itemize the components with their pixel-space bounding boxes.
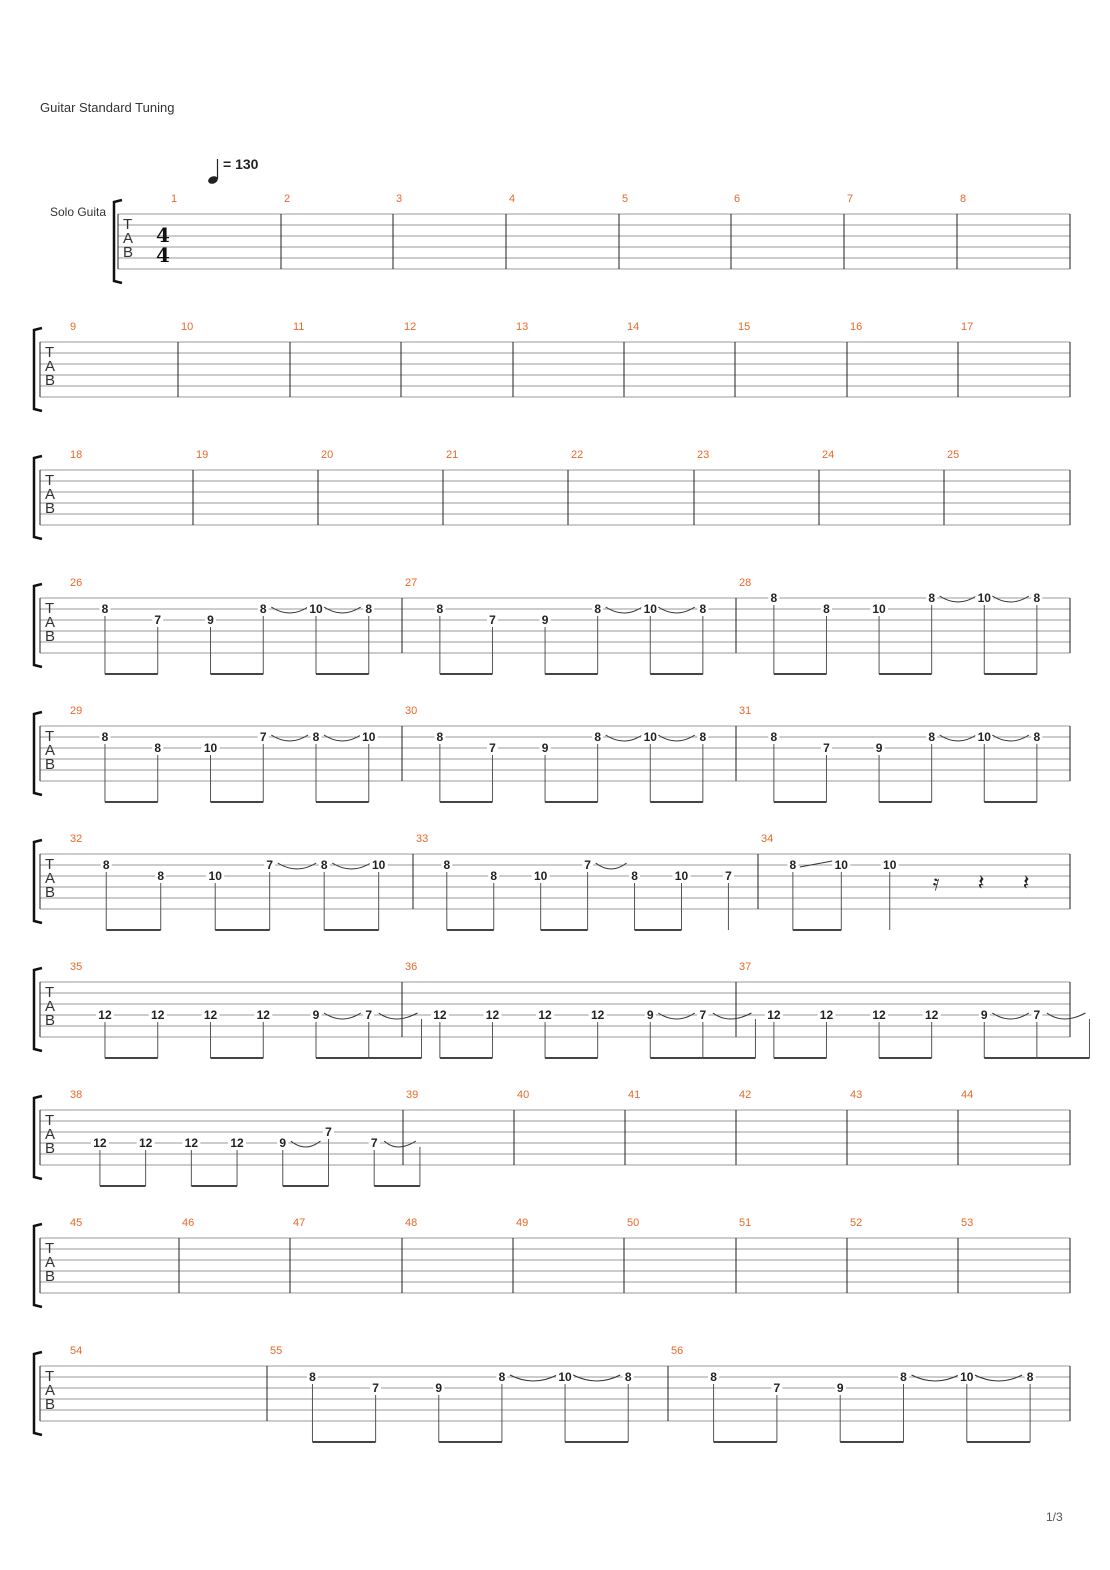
staff-row — [34, 577, 1070, 674]
measure-number: 20 — [321, 449, 334, 461]
measure — [405, 705, 708, 802]
fret-number: 8 — [490, 869, 498, 883]
tie-arc — [384, 1141, 416, 1147]
measure — [405, 1217, 417, 1229]
tab-letter: B — [45, 756, 56, 773]
fret-number: 12 — [184, 1136, 199, 1150]
measure — [761, 833, 1029, 930]
measure — [509, 193, 515, 205]
tie-arc — [992, 1013, 1029, 1019]
fret-number: 12 — [93, 1136, 107, 1150]
fret-number: 7 — [489, 741, 496, 755]
tab-letter: T — [45, 600, 55, 617]
measure-number: 31 — [739, 705, 752, 717]
fret-number: 8 — [1026, 1370, 1034, 1384]
measure-number: 49 — [516, 1217, 529, 1229]
tab-letter: T — [123, 216, 133, 233]
measure — [850, 321, 862, 333]
measure-number: 25 — [947, 449, 960, 461]
measure-number: 1 — [171, 193, 178, 205]
tab-letter: A — [45, 614, 56, 631]
fret-number: 12 — [203, 1008, 218, 1022]
fret-number: 7 — [489, 613, 496, 627]
measure — [181, 321, 193, 333]
measure — [822, 449, 834, 461]
measure — [516, 1217, 528, 1229]
fret-number: 10 — [203, 741, 218, 755]
measure-number: 21 — [446, 449, 459, 461]
measure — [739, 577, 1042, 674]
tab-letter: B — [45, 1268, 56, 1285]
fret-number: 10 — [533, 869, 548, 883]
tie-arc — [975, 1375, 1022, 1381]
measure — [70, 961, 422, 1058]
fret-number: 8 — [770, 591, 778, 605]
rest-icon: 𝄽 — [977, 870, 985, 895]
fret-number: 9 — [207, 613, 214, 627]
measure — [739, 961, 1089, 1058]
tab-letter: T — [45, 1368, 55, 1385]
fret-number: 8 — [320, 858, 328, 872]
fret-number: 8 — [789, 858, 797, 872]
fret-number: 8 — [101, 730, 109, 744]
tab-letter: B — [123, 244, 134, 261]
tab-letter: T — [45, 1240, 55, 1257]
fret-number: 9 — [541, 741, 549, 755]
measure-number: 23 — [697, 449, 710, 461]
measure — [850, 1089, 862, 1101]
tie-arc — [658, 607, 695, 613]
staff-row — [34, 1345, 1070, 1442]
tempo-marking: = 130 — [223, 156, 259, 172]
fret-number: 7 — [365, 1008, 373, 1022]
measure — [70, 449, 82, 461]
fret-number: 10 — [643, 730, 657, 744]
tie-arc — [379, 1013, 418, 1019]
measure-number: 44 — [961, 1089, 974, 1101]
measure-number: 50 — [627, 1217, 640, 1229]
measure-number: 22 — [571, 449, 584, 461]
measure — [671, 1345, 1036, 1442]
measure — [182, 1217, 194, 1229]
measure-number: 4 — [509, 193, 516, 205]
fret-number: 8 — [102, 858, 110, 872]
measure — [416, 833, 734, 930]
time-signature-top: 4 — [156, 223, 170, 247]
measure — [947, 449, 959, 461]
measure-number: 37 — [739, 961, 752, 973]
measure — [739, 705, 1042, 802]
fret-number: 10 — [977, 730, 991, 744]
measure-number: 16 — [850, 321, 863, 333]
measure — [405, 577, 708, 674]
tie-arc — [992, 735, 1029, 741]
measure — [961, 321, 973, 333]
staff-row — [50, 156, 1070, 283]
measure-number: 9 — [70, 321, 77, 333]
tab-letter: T — [45, 856, 55, 873]
measure — [738, 321, 750, 333]
measure — [196, 449, 208, 461]
measure — [622, 193, 628, 205]
measure-number: 36 — [405, 961, 418, 973]
measure-number: 55 — [270, 1345, 283, 1357]
fret-number: 8 — [928, 591, 936, 605]
measure — [517, 1089, 529, 1101]
measure — [70, 833, 388, 930]
fret-number: 8 — [101, 602, 109, 616]
measure-number: 34 — [761, 833, 774, 845]
measure — [293, 321, 304, 333]
measure-number: 41 — [628, 1089, 641, 1101]
measure-number: 35 — [70, 961, 83, 973]
measure-number: 14 — [627, 321, 640, 333]
fret-number: 7 — [823, 741, 830, 755]
tab-letter: T — [45, 344, 55, 361]
fret-number: 8 — [823, 602, 830, 616]
measure-number: 43 — [850, 1089, 863, 1101]
staff-row — [34, 1217, 1070, 1307]
measure — [961, 1217, 973, 1229]
tab-letter: B — [45, 884, 56, 901]
fret-number: 8 — [436, 602, 444, 616]
measure — [571, 449, 583, 461]
staff-row — [34, 321, 1070, 411]
measure — [739, 1217, 751, 1229]
measure-number: 7 — [847, 193, 854, 205]
tab-letter: B — [45, 628, 56, 645]
rest-icon: 𝄿 — [932, 870, 940, 895]
staff-row — [34, 961, 1089, 1058]
measure-number: 38 — [70, 1089, 83, 1101]
measure-number: 6 — [734, 193, 741, 205]
measure — [293, 1217, 305, 1229]
tie-arc — [324, 735, 361, 741]
fret-number: 8 — [624, 1370, 632, 1384]
fret-number: 8 — [154, 741, 162, 755]
fret-number: 8 — [770, 730, 778, 744]
fret-number: 10 — [309, 602, 323, 616]
measure — [70, 1089, 420, 1186]
measure — [321, 449, 333, 461]
fret-number: 10 — [643, 602, 657, 616]
slide-line — [800, 861, 832, 867]
fret-number: 8 — [594, 730, 602, 744]
tab-letter: A — [45, 1382, 56, 1399]
measure — [70, 577, 374, 674]
measure-number: 42 — [739, 1089, 752, 1101]
measure-number: 46 — [182, 1217, 195, 1229]
tab-letter: A — [45, 358, 56, 375]
fret-number: 7 — [584, 858, 591, 872]
fret-number: 7 — [325, 1125, 332, 1139]
tab-letter: B — [45, 1140, 56, 1157]
measure-number: 10 — [181, 321, 194, 333]
tie-arc — [658, 1013, 695, 1019]
measure-number: 2 — [284, 193, 291, 205]
fret-number: 8 — [1033, 730, 1041, 744]
measure-number: 27 — [405, 577, 418, 589]
fret-number: 9 — [836, 1381, 844, 1395]
tab-letter: A — [45, 870, 56, 887]
staff-bracket — [34, 968, 42, 1051]
measure — [396, 193, 402, 205]
measure-number: 13 — [516, 321, 529, 333]
page-number: 1/3 — [1046, 1510, 1063, 1524]
measure — [961, 1089, 973, 1101]
tuning-label: Guitar Standard Tuning — [40, 100, 175, 115]
measure-number: 45 — [70, 1217, 83, 1229]
measure — [627, 1217, 639, 1229]
fret-number: 10 — [960, 1370, 974, 1384]
tab-letter: A — [45, 998, 56, 1015]
measure-number: 8 — [960, 193, 967, 205]
tie-arc — [912, 1375, 959, 1381]
staff-row — [34, 449, 1070, 539]
fret-number: 7 — [370, 1136, 378, 1150]
fret-number: 10 — [362, 730, 376, 744]
fret-number: 9 — [435, 1381, 443, 1395]
tie-arc — [510, 1375, 557, 1381]
tie-arc — [332, 863, 370, 869]
tie-arc — [713, 1013, 752, 1019]
measure — [847, 193, 853, 205]
fret-number: 10 — [977, 591, 991, 605]
measure — [406, 1089, 418, 1101]
tie-arc — [606, 607, 643, 613]
fret-number: 7 — [259, 730, 267, 744]
tie-arc — [291, 1141, 321, 1147]
staff-bracket — [34, 840, 42, 923]
fret-number: 12 — [433, 1008, 447, 1022]
fret-number: 12 — [256, 1008, 270, 1022]
fret-number: 9 — [541, 613, 549, 627]
measure — [739, 1089, 751, 1101]
time-signature-bottom: 4 — [156, 243, 170, 267]
fret-number: 9 — [980, 1008, 988, 1022]
staff-bracket — [34, 1224, 42, 1307]
fret-number: 9 — [646, 1008, 654, 1022]
staff-bracket — [34, 1096, 42, 1179]
measure — [171, 193, 177, 205]
fret-number: 8 — [312, 730, 320, 744]
fret-number: 8 — [1033, 591, 1041, 605]
fret-number: 8 — [710, 1370, 717, 1384]
measure-number: 29 — [70, 705, 83, 717]
tie-arc — [940, 735, 977, 741]
fret-number: 12 — [924, 1008, 939, 1022]
measure — [70, 705, 378, 802]
measure — [404, 321, 416, 333]
fret-number: 12 — [819, 1008, 834, 1022]
fret-number: 10 — [208, 869, 222, 883]
tie-arc — [271, 607, 308, 613]
measure — [516, 321, 528, 333]
measure-number: 53 — [961, 1217, 974, 1229]
measure-number: 17 — [961, 321, 974, 333]
tab-letter: A — [45, 1254, 56, 1271]
measure — [405, 961, 755, 1058]
fret-number: 7 — [154, 613, 162, 627]
measure — [850, 1217, 862, 1229]
fret-number: 8 — [900, 1370, 907, 1384]
instrument-name: Solo Guita — [50, 205, 107, 219]
staff-bracket — [34, 712, 42, 795]
measure — [627, 321, 639, 333]
measure — [270, 1345, 634, 1442]
fret-number: 8 — [365, 602, 373, 616]
tab-letter: A — [45, 1126, 56, 1143]
measure-number: 18 — [70, 449, 83, 461]
measure — [734, 193, 740, 205]
tab-letter: T — [45, 472, 55, 489]
fret-number: 7 — [773, 1381, 781, 1395]
tie-arc — [278, 863, 316, 869]
fret-number: 8 — [443, 858, 451, 872]
fret-number: 12 — [538, 1008, 552, 1022]
measure — [628, 1089, 640, 1101]
tie-arc — [271, 735, 308, 741]
fret-number: 12 — [590, 1008, 605, 1022]
measure-number: 48 — [405, 1217, 418, 1229]
fret-number: 10 — [558, 1370, 572, 1384]
measure — [960, 193, 966, 205]
tie-arc — [573, 1375, 620, 1381]
rest-icon: 𝄽 — [1022, 870, 1030, 895]
fret-number: 8 — [928, 730, 936, 744]
fret-number: 12 — [151, 1008, 165, 1022]
fret-number: 8 — [699, 602, 707, 616]
fret-number: 10 — [872, 602, 886, 616]
tie-arc — [1047, 1013, 1086, 1019]
fret-number: 10 — [834, 858, 848, 872]
fret-number: 12 — [767, 1008, 781, 1022]
staff-row — [34, 1089, 1070, 1186]
fret-number: 10 — [371, 858, 386, 872]
staff-row — [34, 705, 1070, 802]
measure-number: 47 — [293, 1217, 306, 1229]
fret-number: 12 — [230, 1136, 244, 1150]
measure-number: 28 — [739, 577, 752, 589]
measure-number: 19 — [196, 449, 209, 461]
fret-number: 7 — [266, 858, 274, 872]
measure — [697, 449, 709, 461]
staff-bracket — [34, 456, 42, 539]
tab-letter: T — [45, 1112, 55, 1129]
fret-number: 8 — [498, 1370, 506, 1384]
fret-number: 8 — [699, 730, 707, 744]
measure-number: 32 — [70, 833, 83, 845]
measure-number: 52 — [850, 1217, 863, 1229]
fret-number: 8 — [631, 869, 638, 883]
tab-letter: A — [123, 230, 134, 247]
tab-letter: B — [45, 500, 56, 517]
measure — [70, 1345, 82, 1357]
fret-number: 10 — [883, 858, 897, 872]
staff-row — [34, 833, 1070, 930]
fret-number: 12 — [872, 1008, 886, 1022]
tab-letter: B — [45, 372, 56, 389]
tab-letter: A — [45, 486, 56, 503]
fret-number: 7 — [1033, 1008, 1041, 1022]
tab-letter: T — [45, 984, 55, 1001]
measure-number: 3 — [396, 193, 403, 205]
fret-number: 12 — [138, 1136, 153, 1150]
staff-bracket — [34, 1352, 42, 1435]
fret-number: 7 — [699, 1008, 707, 1022]
measure-number: 11 — [293, 321, 305, 333]
measure — [70, 321, 76, 333]
tie-arc — [596, 863, 627, 869]
tie-arc — [992, 596, 1029, 602]
tie-arc — [324, 607, 361, 613]
measure-number: 54 — [70, 1345, 83, 1357]
fret-number: 8 — [157, 869, 165, 883]
fret-number: 10 — [674, 869, 689, 883]
measure-number: 33 — [416, 833, 429, 845]
tie-arc — [606, 735, 643, 741]
tie-arc — [940, 596, 977, 602]
measure-number: 15 — [738, 321, 751, 333]
fret-number: 7 — [372, 1381, 379, 1395]
staff-bracket — [34, 328, 42, 411]
fret-number: 8 — [309, 1370, 316, 1384]
measure-number: 56 — [671, 1345, 684, 1357]
fret-number: 12 — [98, 1008, 112, 1022]
measure-number: 12 — [404, 321, 417, 333]
tab-letter: B — [45, 1012, 56, 1029]
fret-number: 8 — [259, 602, 267, 616]
fret-number: 7 — [725, 869, 732, 883]
tie-arc — [658, 735, 695, 741]
fret-number: 8 — [594, 602, 602, 616]
fret-number: 9 — [312, 1008, 320, 1022]
measure-number: 24 — [822, 449, 835, 461]
staff-bracket — [34, 584, 42, 667]
measure-number: 30 — [405, 705, 418, 717]
fret-number: 9 — [875, 741, 883, 755]
tie-arc — [324, 1013, 361, 1019]
tab-letter: T — [45, 728, 55, 745]
measure-number: 26 — [70, 577, 83, 589]
tab-letter: B — [45, 1396, 56, 1413]
tab-letter: A — [45, 742, 56, 759]
measure-number: 40 — [517, 1089, 530, 1101]
measure — [70, 1217, 82, 1229]
fret-number: 9 — [279, 1136, 287, 1150]
fret-number: 8 — [436, 730, 444, 744]
fret-number: 12 — [485, 1008, 500, 1022]
measure-number: 39 — [406, 1089, 419, 1101]
measure-number: 51 — [739, 1217, 752, 1229]
measure — [446, 449, 458, 461]
measure-number: 5 — [622, 193, 629, 205]
measure — [284, 193, 290, 205]
